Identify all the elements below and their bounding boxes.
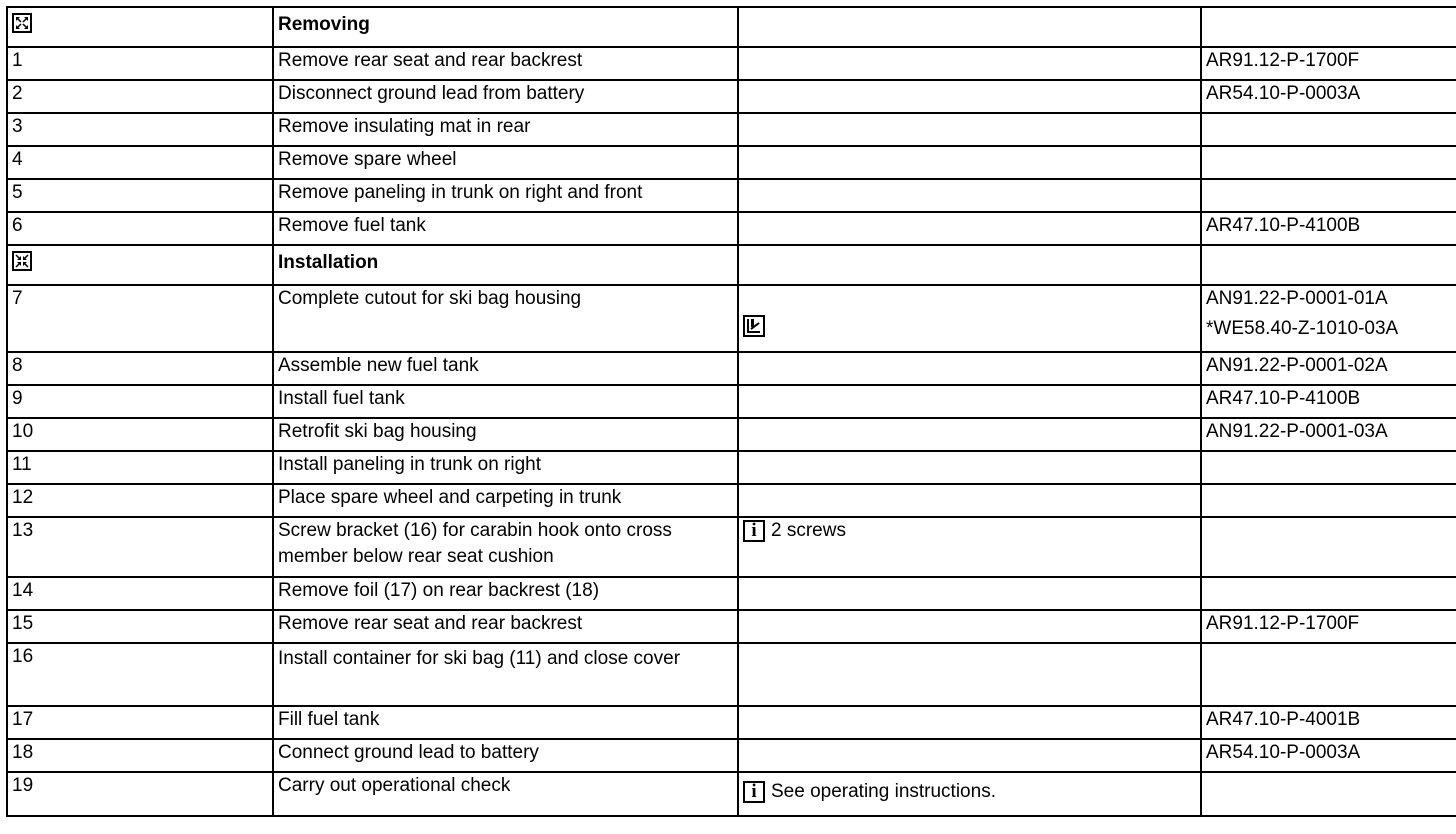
tool-icon [743, 315, 765, 337]
table-row [7, 385, 1456, 418]
collapse-arrows-icon [12, 251, 32, 271]
table-row [7, 212, 1456, 245]
step-description: Remove spare wheel [273, 146, 738, 179]
step-number: 18 [7, 739, 273, 772]
step-number: 10 [7, 418, 273, 451]
step-description: Assemble new fuel tank [273, 352, 738, 385]
expand-arrows-icon [12, 13, 32, 33]
table-row [7, 739, 1456, 772]
table-row [7, 352, 1456, 385]
step-reference: AN91.22-P-0001-03A [1201, 418, 1456, 451]
step-description: Fill fuel tank [273, 706, 738, 739]
step-description: Install fuel tank [273, 385, 738, 418]
section-header-removing [7, 7, 1456, 47]
table-row [7, 451, 1456, 484]
table-row [7, 610, 1456, 643]
note-text: 2 screws [771, 520, 846, 541]
step-description: Carry out operational check [273, 772, 738, 816]
step-reference: AR47.10-P-4100B [1201, 212, 1456, 245]
step-description: Place spare wheel and carpeting in trunk [273, 484, 738, 517]
info-icon: i [743, 520, 765, 542]
step-number: 8 [7, 352, 273, 385]
step-number: 19 [7, 772, 273, 816]
step-reference: AR91.12-P-1700F [1201, 47, 1456, 80]
step-note [738, 285, 1201, 352]
step-description: Remove paneling in trunk on right and front [273, 179, 738, 212]
step-reference: AR47.10-P-4100B [1201, 385, 1456, 418]
step-number: 6 [7, 212, 273, 245]
table-row [7, 418, 1456, 451]
step-description: Disconnect ground lead from battery [273, 80, 738, 113]
reference-line: *WE58.40-Z-1010-03A [1206, 318, 1399, 339]
section-icon-cell [7, 245, 273, 285]
step-description: Connect ground lead to battery [273, 739, 738, 772]
table-row [7, 146, 1456, 179]
step-number: 1 [7, 47, 273, 80]
section-header-installation [7, 245, 1456, 285]
table-row [7, 80, 1456, 113]
step-number: 2 [7, 80, 273, 113]
step-reference: AR91.12-P-1700F [1201, 610, 1456, 643]
step-number: 5 [7, 179, 273, 212]
step-description: Remove rear seat and rear backrest [273, 47, 738, 80]
info-icon: i [743, 781, 765, 803]
table-row [7, 706, 1456, 739]
section-title: Installation [273, 245, 738, 285]
step-number: 17 [7, 706, 273, 739]
table-row [7, 484, 1456, 517]
step-number: 13 [7, 517, 273, 577]
step-description: Install container for ski bag (11) and close cover [273, 643, 738, 706]
step-reference [1201, 285, 1456, 352]
step-number: 14 [7, 577, 273, 610]
table-row [7, 517, 1456, 577]
step-note [738, 772, 1201, 816]
table-row [7, 179, 1456, 212]
table-row [7, 47, 1456, 80]
step-number: 4 [7, 146, 273, 179]
table-row [7, 643, 1456, 706]
step-number: 3 [7, 113, 273, 146]
step-description: Remove fuel tank [273, 212, 738, 245]
step-number: 15 [7, 610, 273, 643]
step-description: Screw bracket (16) for carabin hook onto cross member below rear seat cushion [273, 517, 738, 577]
section-title: Removing [273, 7, 738, 47]
step-reference: AN91.22-P-0001-02A [1201, 352, 1456, 385]
step-description: Complete cutout for ski bag housing [273, 285, 738, 352]
step-reference: AR54.10-P-0003A [1201, 80, 1456, 113]
step-note [738, 517, 1201, 577]
step-description: Remove foil (17) on rear backrest (18) [273, 577, 738, 610]
table-row [7, 285, 1456, 352]
reference-line: AN91.22-P-0001-01A [1206, 288, 1388, 309]
step-reference: AR47.10-P-4001B [1201, 706, 1456, 739]
step-description: Retrofit ski bag housing [273, 418, 738, 451]
step-number: 16 [7, 643, 273, 706]
step-description: Install paneling in trunk on right [273, 451, 738, 484]
step-reference: AR54.10-P-0003A [1201, 739, 1456, 772]
step-description: Remove insulating mat in rear [273, 113, 738, 146]
table-row [7, 577, 1456, 610]
table-row [7, 772, 1456, 816]
step-description: Remove rear seat and rear backrest [273, 610, 738, 643]
note-text: See operating instructions. [771, 781, 996, 802]
procedure-table [6, 6, 1456, 817]
step-number: 7 [7, 285, 273, 352]
section-icon-cell [7, 7, 273, 47]
step-number: 11 [7, 451, 273, 484]
step-number: 12 [7, 484, 273, 517]
table-row [7, 113, 1456, 146]
step-number: 9 [7, 385, 273, 418]
